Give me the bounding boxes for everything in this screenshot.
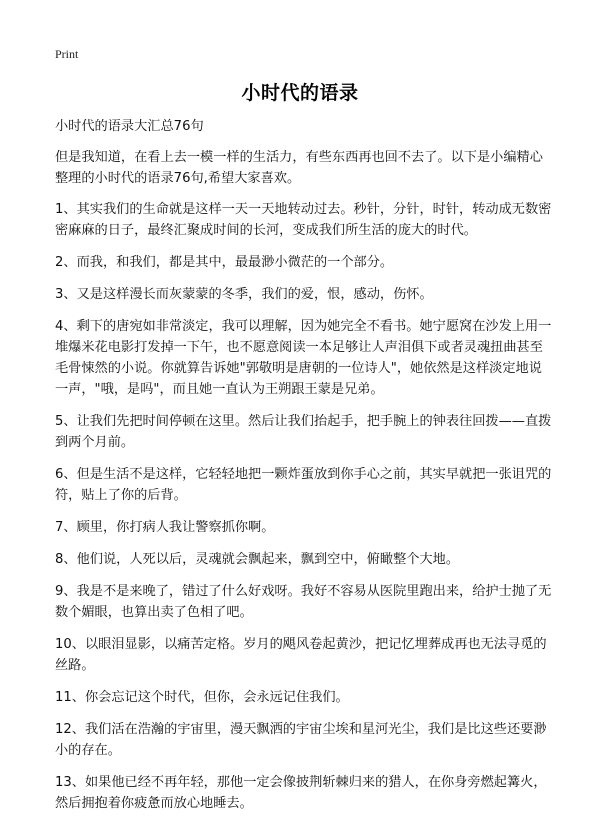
article-body [55, 116, 552, 825]
page-title: 小时代的语录 [241, 82, 359, 104]
quote-item: 1、其实我们的生命就是这样一天一天地转动过去。秒针，分针，时针，转动成无数密密麻麻的日子，最终汇聚成时间的长河，变成我们所生活的庞大的时代。 [55, 202, 552, 238]
quote-item: 13、如果他已经不再年轻，那他一定会像披荆斩棘归来的猎人，在你身旁燃起篝火，然后拥抱着你疲惫而放心地睡去。 [55, 775, 547, 811]
quote-item: 9、我是不是来晚了，错过了什么好戏呀。我好不容易从医院里跑出来，给护士抛了无数个媚眼，也算出卖了色相了吧。 [55, 584, 552, 620]
quote-item: 10、以眼泪显影，以痛苦定格。岁月的飓风卷起黄沙，把记忆埋葬成再也无法寻觅的丝路。 [55, 637, 547, 673]
article-intro: 但是我知道，在看上去一模一样的生活力，有些东西再也回不去了。以下是小编精心整理的小时代的语录76句,希望大家喜欢。 [55, 150, 543, 186]
quote-item: 12、我们活在浩瀚的宇宙里，漫天飘洒的宇宙尘埃和星河光尘，我们是比这些还要渺小的存在。 [55, 722, 547, 758]
quote-item: 8、他们说，人死以后，灵魂就会飘起来，飘到空中，俯瞰整个大地。 [55, 552, 460, 567]
print-link[interactable]: Print [55, 47, 79, 61]
quote-item: 6、但是生活不是这样，它轻轻地把一颗炸蛋放到你手心之前，其实早就把一张诅咒的符，贴上了你的后背。 [55, 467, 552, 503]
quote-item: 4、剩下的唐宛如非常淡定，我可以理解，因为她完全不看书。她宁愿窝在沙发上用一堆爆米花电影打发掉一下午，也不愿意阅读一本足够让人声泪俱下或者灵魂扭曲甚至毛骨悚然的小说。你就算告诉她"郭敬明是唐朝的一位诗人"，她依然是这样淡定地说一声，"哦，是吗"，而且她一直认为王朔跟王蒙是兄弟。 [55, 319, 552, 397]
article-subtitle: 小时代的语录大汇总76句 [55, 119, 204, 134]
quote-item: 3、又是这样漫长而灰蒙蒙的冬季，我们的爱，恨，感动，伤怀。 [55, 287, 433, 302]
quote-item: 2、而我，和我们，都是其中，最最渺小微茫的一个部分。 [55, 255, 394, 270]
quote-item: 11、你会忘记这个时代，但你，会永远记住我们。 [55, 690, 349, 705]
quote-item: 5、让我们先把时间停顿在这里。然后让我们抬起手，把手腕上的钟表往回拨——直拨到两个月前。 [55, 414, 552, 450]
quote-item: 7、顾里，你打病人我让警察抓你啊。 [55, 520, 275, 535]
